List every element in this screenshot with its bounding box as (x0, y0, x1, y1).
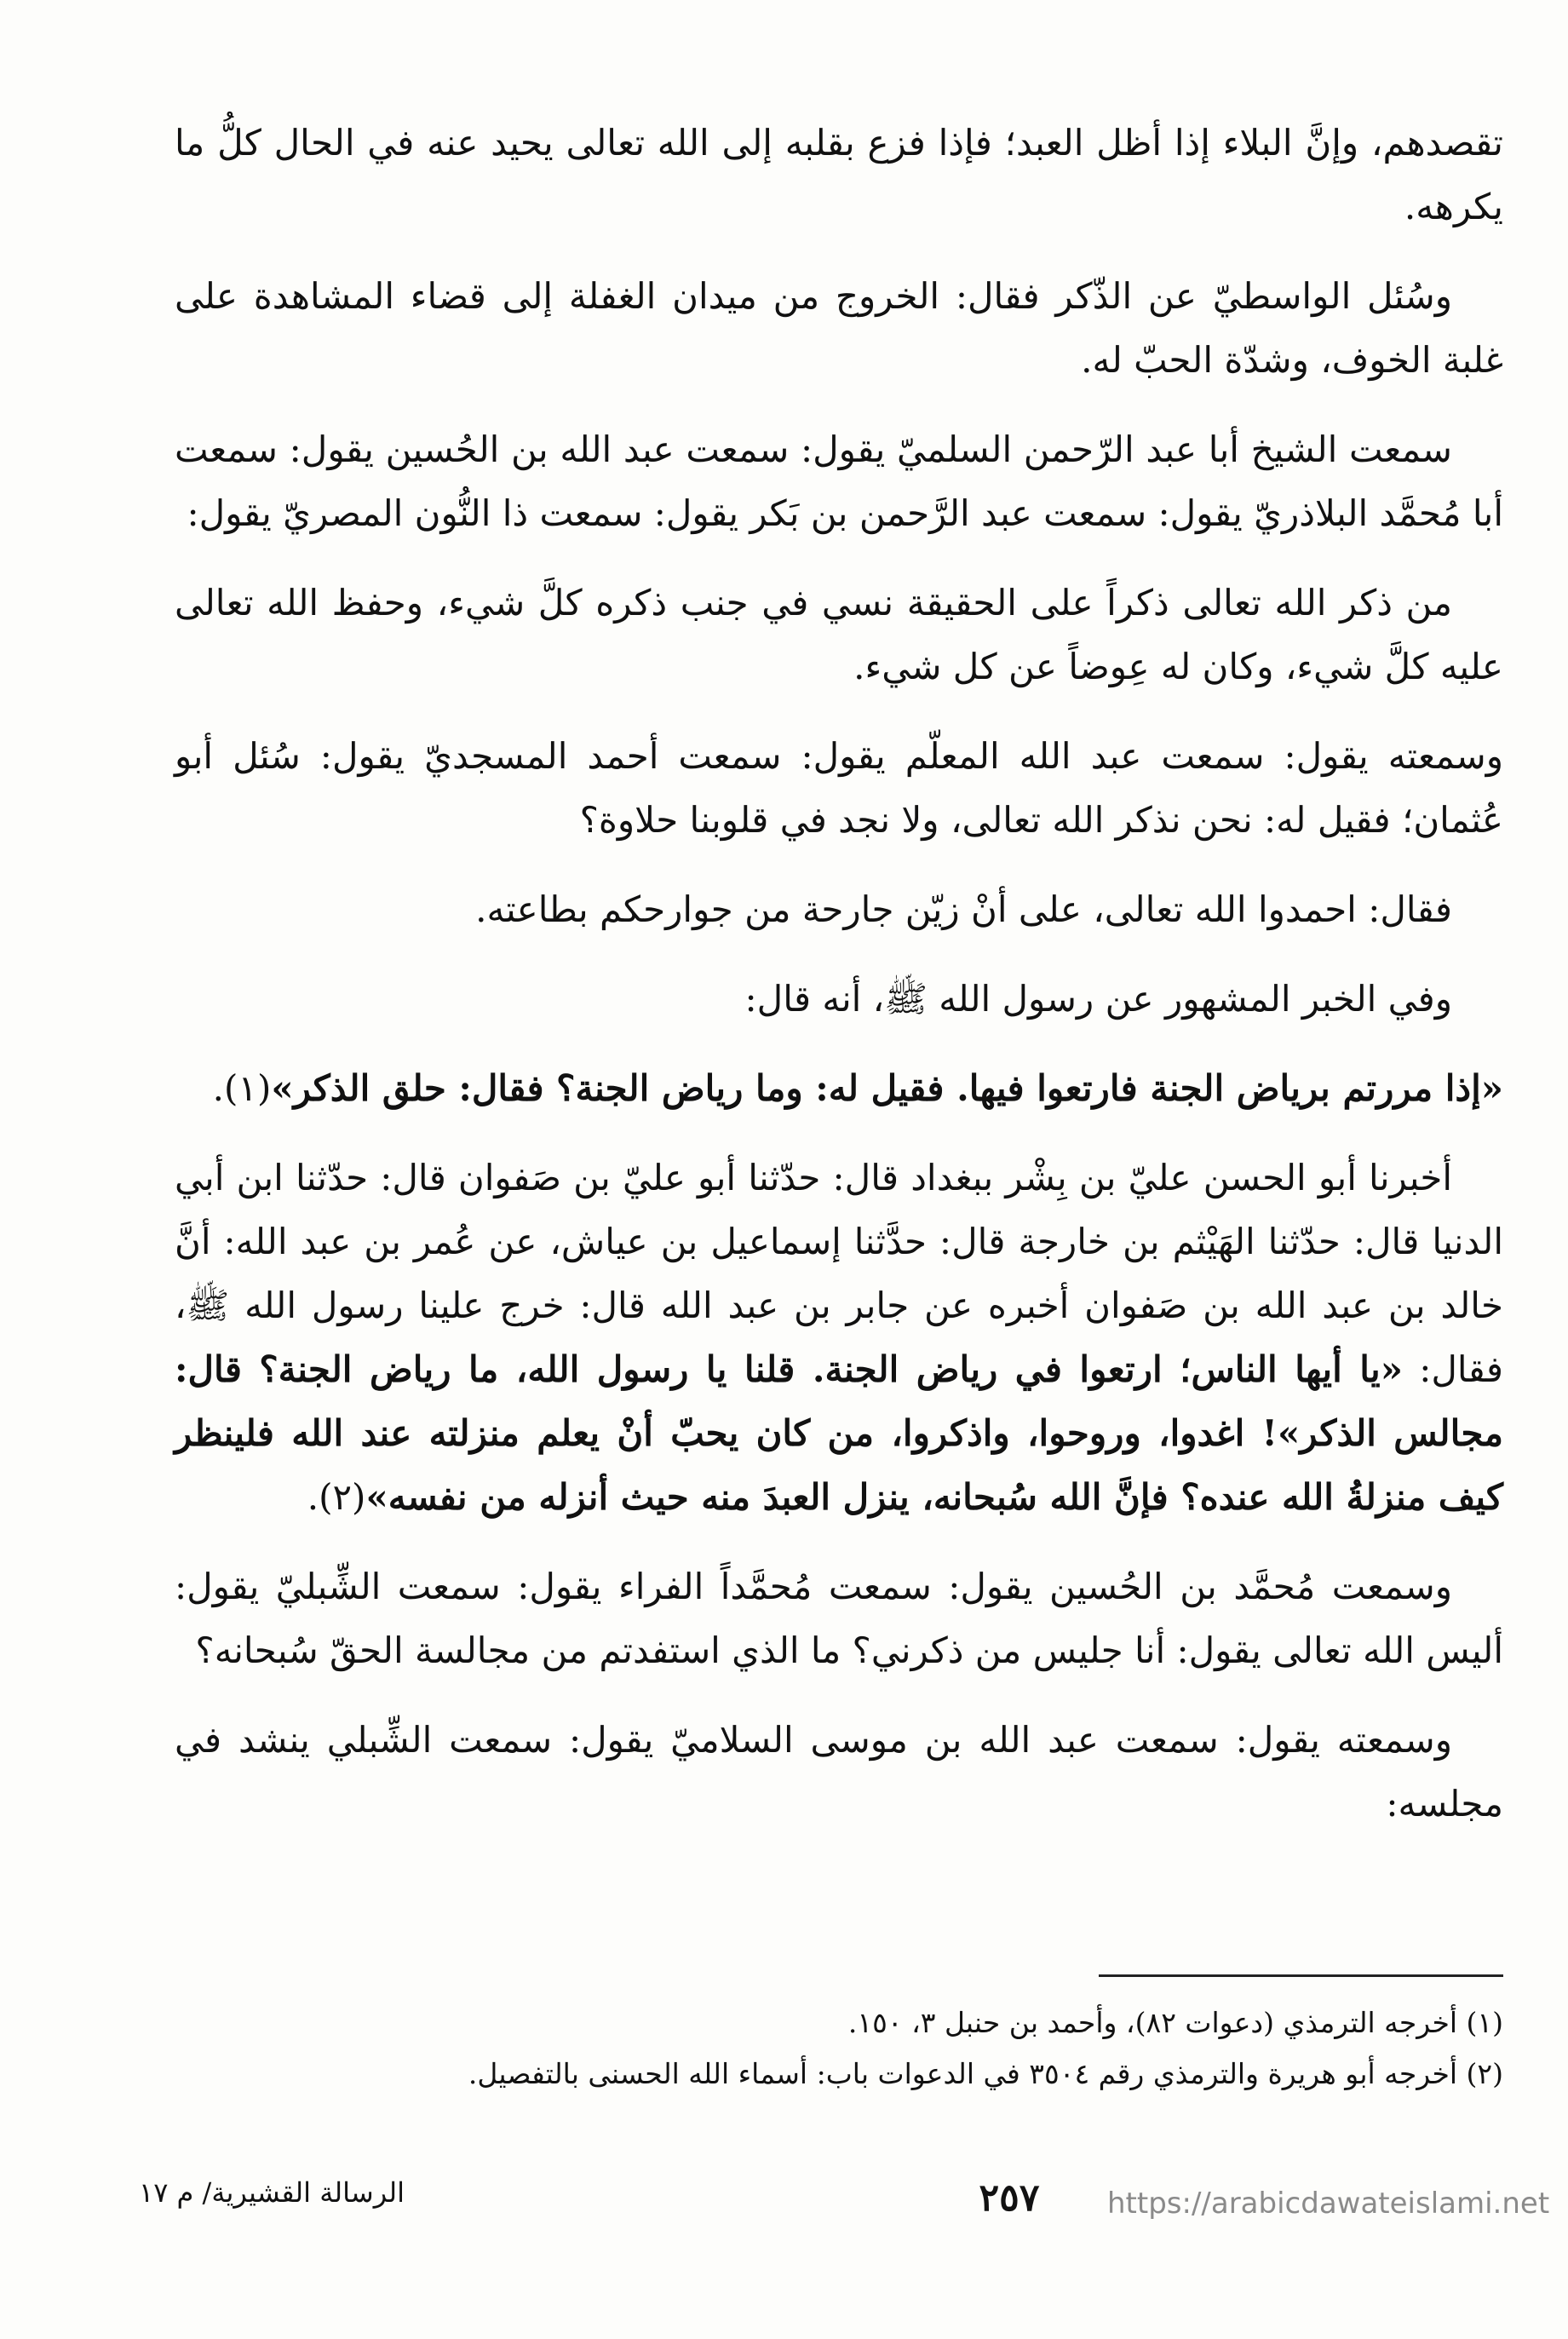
footnote-2: (٢) أخرجه أبو هريرة والترمذي رقم ٣٥٠٤ في الدعوات باب: أسماء الله الحسنى بالتفصيل. (468, 2057, 1503, 2090)
paragraph-7 (175, 967, 1503, 1031)
paragraph-11 (175, 1708, 1503, 1836)
footnotes (175, 1997, 1503, 2100)
footnote-ref-2: (٢). (307, 1476, 366, 1518)
watermark-link[interactable]: https://arabicdawateislami.net (1107, 2187, 1550, 2221)
paragraph-9-text: أخبرنا أبو الحسن عليّ بن بِشْر ببغداد قال: حدّثنا أبو عليّ بن صَفوان قال: حدّثنا ابن أبي الدنيا قال: حدّثنا الهَيْثم بن خارجة قال: حدَّثنا إسماعيل بن عياش، عن عُمر بن عبد الله: أنَّ خالد بن عبد الله بن صَفوان أخبره عن جابر بن عبد الله قال: خرج علينا رسول الله ﷺ، فقال: (175, 1157, 1504, 1390)
paragraph-3 (175, 417, 1503, 545)
paragraph-11-text: وسمعته يقول: سمعت عبد الله بن موسى السلاميّ يقول: سمعت الشِّبلي ينشد في مجلسه: (175, 1719, 1503, 1825)
footnote-1: (١) أخرجه الترمذي (دعوات ٨٢)، وأحمد بن حنبل ٣، ١٥٠. (847, 2006, 1503, 2039)
paragraph-9-bold-text: «يا أيها الناس؛ ارتعوا في رياض الجنة. قلنا يا رسول الله، ما رياض الجنة؟ قال: مجالس الذكر»! اغدوا، وروحوا، واذكروا، من كان يحبّ أنْ يعلم منزلته عند الله فلينظر كيف منزلةُ الله عنده؟ فإنَّ الله سُبحانه، ينزل العبدَ منه حيث أنزله من نفسه» (175, 1348, 1503, 1518)
paragraph-1-text: تقصدهم، وإنَّ البلاء إذا أظل العبد؛ فإذا فزع بقلبه إلى الله تعالى يحيد عنه في الحال كلُّ ما يكرهه. (175, 122, 1503, 227)
paragraph-6-text: فقال: احمدوا الله تعالى، على أنْ زيّن جارحة من جوارحكم بطاعته. (475, 888, 1452, 930)
paragraph-6 (175, 877, 1503, 941)
paragraph-7-text: وفي الخبر المشهور عن رسول الله ﷺ، أنه قال: (744, 978, 1452, 1020)
paragraph-5-text: وسمعته يقول: سمعت عبد الله المعلّم يقول: سمعت أحمد المسجديّ يقول: سُئل أبو عُثمان؛ فقيل له: نحن نذكر الله تعالى، ولا نجد في قلوبنا حلاوة؟ (175, 735, 1503, 841)
source-reference: الرسالة القشيرية/ م ١٧ (139, 2176, 405, 2209)
paragraph-10-text: وسمعت مُحمَّد بن الحُسين يقول: سمعت مُحمَّداً الفراء يقول: سمعت الشِّبليّ يقول: أليس الله تعالى يقول: أنا جليس من ذكرني؟ ما الذي استفدتم من مجالسة الحقّ سُبحانه؟ (175, 1566, 1503, 1671)
paragraph-2-text: وسُئل الواسطيّ عن الذّكر فقال: الخروج من ميدان الغفلة إلى قضاء المشاهدة على غلبة الخوف، وشدّة الحبّ له. (175, 275, 1503, 381)
paragraph-9 (175, 1146, 1503, 1529)
main-text (175, 111, 1503, 1861)
paragraph-4 (175, 571, 1503, 698)
paragraph-5 (175, 724, 1503, 852)
footnote-divider (1099, 1974, 1503, 1977)
page-footer (139, 2176, 1550, 2227)
paragraph-4-text: من ذكر الله تعالى ذكراً على الحقيقة نسي في جنب ذكره كلَّ شيء، وحفظ الله تعالى عليه كلَّ شيء، وكان له عِوضاً عن كل شيء. (175, 582, 1503, 687)
paragraph-1 (175, 111, 1503, 238)
page-number: ٢٥٧ (979, 2176, 1040, 2220)
paragraph-10 (175, 1555, 1503, 1682)
paragraph-2 (175, 264, 1503, 392)
footnote-ref-1: (١). (212, 1067, 272, 1109)
paragraph-3-text: سمعت الشيخ أبا عبد الرّحمن السلميّ يقول: سمعت عبد الله بن الحُسين يقول: سمعت أبا مُحمَّد البلاذريّ يقول: سمعت عبد الرَّحمن بن بَكر يقول: سمعت ذا النُّون المصريّ يقول: (175, 428, 1503, 534)
paragraph-8-bold-text: «إذا مررتم برياض الجنة فارتعوا فيها. فقيل له: وما رياض الجنة؟ فقال: حلق الذكر» (271, 1067, 1503, 1109)
paragraph-8-hadith (175, 1056, 1503, 1120)
